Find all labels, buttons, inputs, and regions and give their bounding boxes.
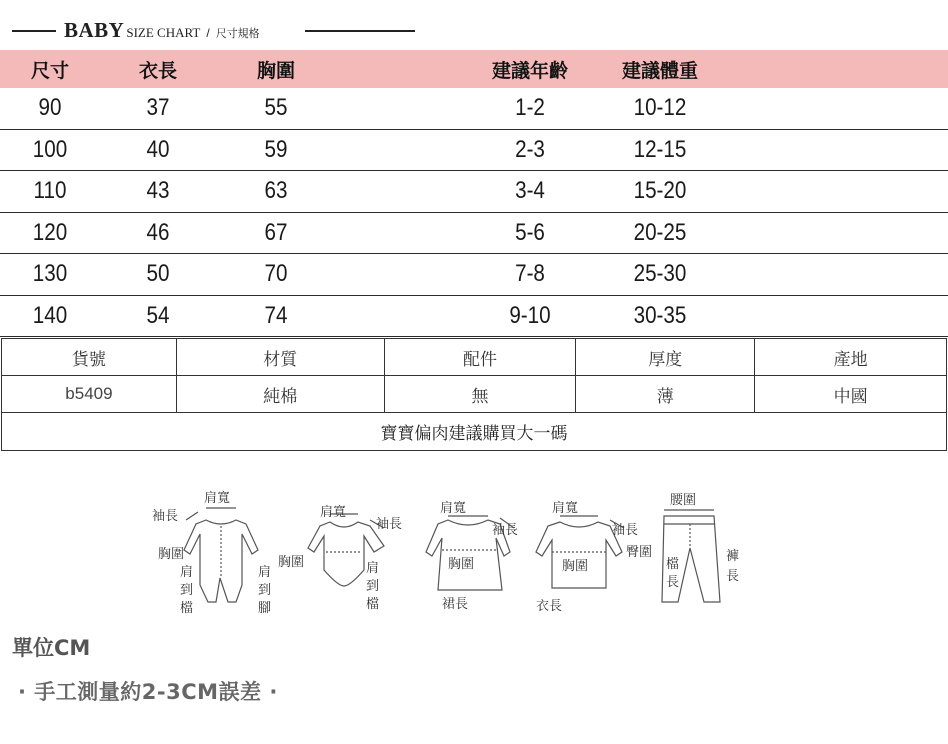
- cell-length: 43: [146, 177, 170, 205]
- cell-chest: 70: [264, 260, 288, 288]
- cell-size: 120: [32, 218, 68, 246]
- cell-age: 7-8: [515, 260, 545, 288]
- table-row: [0, 88, 948, 130]
- label-material: 材質: [176, 339, 384, 376]
- measurement-diagrams: [148, 490, 748, 620]
- pants-waist-label: 腰圍: [670, 493, 697, 508]
- label-accessories: 配件: [384, 339, 576, 376]
- cell-length: 37: [146, 94, 170, 122]
- dress-skirt-length-label: 裙長: [442, 597, 469, 612]
- cell-length: 50: [146, 260, 170, 288]
- cell-length: 40: [146, 135, 170, 163]
- bodysuit-sleeve-label: 袖長: [376, 517, 403, 532]
- cell-length: 46: [146, 218, 170, 246]
- top-diagram: [536, 516, 624, 588]
- romper-diagram: [184, 508, 258, 602]
- value-thickness: 薄: [576, 376, 755, 413]
- col-header-chest: 胸圍: [256, 59, 295, 82]
- cell-length: 54: [146, 301, 170, 329]
- col-header-size: 尺寸: [30, 59, 69, 82]
- cell-size: 110: [33, 177, 67, 205]
- measurement-tolerance-note: · 手工測量約2-3CM誤差 ·: [18, 680, 278, 704]
- pants-length-label-1: 褲: [726, 549, 740, 564]
- bodysuit-crotch-label-2: 到: [366, 579, 380, 594]
- cell-weight: 10-12: [633, 94, 687, 122]
- cell-age: 2-3: [515, 135, 545, 163]
- table-row: [0, 296, 948, 338]
- label-origin: 產地: [755, 339, 947, 376]
- table-row: [0, 171, 948, 213]
- pants-length-label-2: 長: [726, 569, 740, 584]
- value-accessories: 無: [384, 376, 576, 413]
- measurement-diagrams-svg: [148, 490, 748, 620]
- header-rule-right: [305, 30, 415, 32]
- romper-crotch-label-1: 肩: [180, 565, 194, 580]
- top-shoulder-label: 肩寬: [552, 501, 579, 516]
- unit-note: 單位CM: [12, 636, 91, 660]
- romper-crotch-label-2: 到: [180, 583, 194, 598]
- top-sleeve-label: 袖長: [612, 523, 639, 538]
- header-slash: /: [206, 26, 210, 40]
- dress-chest-label: 胸圍: [448, 557, 475, 572]
- table-row: [0, 130, 948, 172]
- romper-shoulder-label: 肩寬: [204, 491, 231, 506]
- cell-size: 130: [32, 260, 68, 288]
- pants-crotch-label-2: 長: [666, 575, 680, 590]
- value-item-number: b5409: [2, 376, 177, 413]
- pants-hip-label: 臀圍: [626, 545, 653, 560]
- cell-weight: 30-35: [633, 301, 687, 329]
- value-material: 純棉: [176, 376, 384, 413]
- bodysuit-crotch-label-1: 肩: [366, 561, 380, 576]
- romper-foot-label-2: 到: [258, 583, 272, 598]
- product-info-labels: [2, 339, 947, 376]
- cell-age: 5-6: [515, 218, 545, 246]
- dress-sleeve-label: 袖長: [492, 523, 519, 538]
- pants-crotch-label-1: 檔: [666, 557, 680, 572]
- header-subtitle-cn: 尺寸規格: [215, 27, 260, 40]
- cell-chest: 74: [264, 301, 288, 329]
- cell-chest: 55: [264, 94, 288, 122]
- header-title: [64, 18, 260, 43]
- value-origin: 中國: [755, 376, 947, 413]
- cell-weight: 12-15: [633, 135, 687, 163]
- romper-foot-label-3: 腳: [258, 601, 272, 616]
- cell-weight: 25-30: [633, 260, 687, 288]
- cell-weight: 15-20: [633, 177, 687, 205]
- product-note-row: [2, 413, 947, 451]
- table-row: [0, 213, 948, 255]
- header-brand: BABY: [64, 18, 125, 42]
- table-row: [0, 254, 948, 296]
- header-rule-left: [12, 30, 56, 32]
- top-chest-label: 胸圍: [562, 559, 589, 574]
- product-info-values: [2, 376, 947, 413]
- top-length-label: 衣長: [536, 599, 563, 614]
- romper-sleeve-label: 袖長: [152, 509, 179, 524]
- cell-weight: 20-25: [633, 218, 687, 246]
- header-subtitle: SIZE CHART: [126, 25, 201, 40]
- cell-chest: 67: [264, 218, 288, 246]
- size-chart-header: [0, 14, 948, 46]
- romper-foot-label-1: 肩: [258, 565, 272, 580]
- romper-crotch-label-3: 檔: [180, 601, 194, 616]
- col-header-weight: 建議體重: [621, 59, 698, 82]
- cell-age: 1-2: [515, 94, 545, 122]
- product-info-table: [1, 338, 947, 451]
- romper-chest-label: 胸圍: [158, 547, 185, 562]
- col-header-length: 衣長: [138, 59, 177, 82]
- dress-shoulder-label: 肩寬: [440, 501, 467, 516]
- cell-age: 9-10: [509, 301, 551, 329]
- label-thickness: 厚度: [576, 339, 755, 376]
- bodysuit-shoulder-label: 肩寬: [320, 505, 347, 520]
- cell-size: 90: [38, 94, 62, 122]
- sizing-advice: 寶寶偏肉建議購買大一碼: [2, 413, 947, 451]
- cell-size: 140: [32, 301, 68, 329]
- size-table: [0, 50, 948, 337]
- col-header-age: 建議年齡: [491, 59, 568, 82]
- bodysuit-crotch-label-3: 檔: [366, 597, 380, 612]
- label-item-number: 貨號: [2, 339, 177, 376]
- cell-chest: 63: [264, 177, 288, 205]
- bodysuit-chest-label: 胸圍: [278, 555, 305, 570]
- cell-age: 3-4: [515, 177, 545, 205]
- cell-size: 100: [32, 135, 68, 163]
- size-table-header: [0, 50, 948, 88]
- cell-chest: 59: [264, 135, 288, 163]
